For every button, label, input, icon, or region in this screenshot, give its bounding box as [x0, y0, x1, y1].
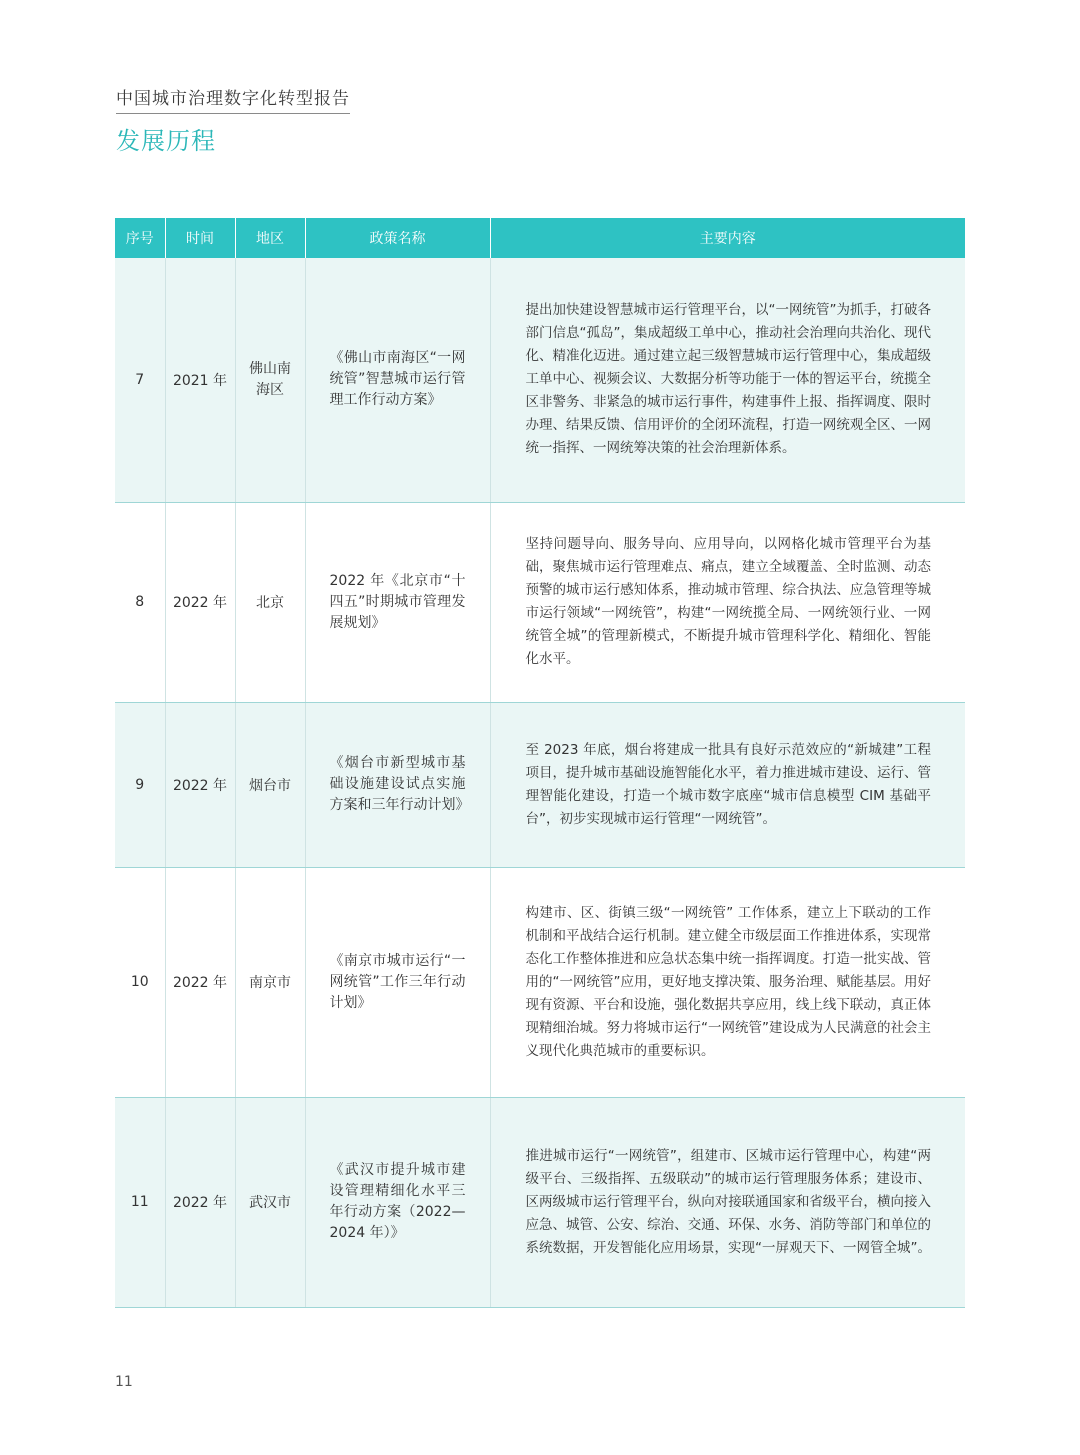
cell-content: 坚持问题导向、服务导向、应用导向，以网格化城市管理平台为基础，聚焦城市运行管理难点、痛点，建立全域覆盖、全时监测、动态预警的城市运行感知体系，推动城市管理、综合执法、应急管理等城市运行领域“一网统管”，构建“一网统揽全局、一网统领行业、一网统管全城”的管理新模式，不断提升城市管理科学化、精细化、智能化水平。	[490, 502, 965, 702]
cell-no: 8	[115, 502, 165, 702]
cell-time: 2022 年	[165, 1097, 235, 1307]
cell-region: 烟台市	[235, 702, 305, 867]
section-title: 发展历程	[116, 127, 216, 155]
table-row	[115, 502, 965, 702]
cell-policy: 《武汉市提升城市建设管理精细化水平三年行动方案（2022—2024 年）》	[305, 1097, 490, 1307]
cell-time: 2021 年	[165, 258, 235, 502]
table-row	[115, 258, 965, 502]
cell-no: 7	[115, 258, 165, 502]
cell-time: 2022 年	[165, 867, 235, 1097]
column-header-region: 地区	[235, 218, 305, 258]
cell-policy: 《佛山市南海区“一网统管”智慧城市运行管理工作行动方案》	[305, 258, 490, 502]
cell-policy: 《烟台市新型城市基础设施建设试点实施方案和三年行动计划》	[305, 702, 490, 867]
cell-no: 11	[115, 1097, 165, 1307]
cell-content: 构建市、区、街镇三级“一网统管” 工作体系，建立上下联动的工作机制和平战结合运行机制。建立健全市级层面工作推进体系，实现常态化工作整体推进和应急状态集中统一指挥调度。打造一批实战、管用的“一网统管”应用，更好地支撑决策、服务治理、赋能基层。用好现有资源、平台和设施，强化数据共享应用，线上线下联动，真正体现精细治城。努力将城市运行“一网统管”建设成为人民满意的社会主义现代化典范城市的重要标识。	[490, 867, 965, 1097]
cell-region: 南京市	[235, 867, 305, 1097]
cell-no: 10	[115, 867, 165, 1097]
cell-content: 推进城市运行“一网统管”，组建市、区城市运行管理中心，构建“两级平台、三级指挥、五级联动”的城市运行管理服务体系；建设市、区两级城市运行管理平台，纵向对接联通国家和省级平台，横向接入应急、城管、公安、综治、交通、环保、水务、消防等部门和单位的系统数据，开发智能化应用场景，实现“一屏观天下、一网管全城”。	[490, 1097, 965, 1307]
cell-region: 佛山南海区	[235, 258, 305, 502]
cell-policy: 2022 年《北京市“十四五”时期城市管理发展规划》	[305, 502, 490, 702]
column-header-policy: 政策名称	[305, 218, 490, 258]
cell-content: 至 2023 年底，烟台将建成一批具有良好示范效应的“新城建”工程项目，提升城市基础设施智能化水平，着力推进城市建设、运行、管理智能化建设，打造一个城市数字底座“城市信息模型 CIM 基础平台”，初步实现城市运行管理“一网统管”。	[490, 702, 965, 867]
cell-time: 2022 年	[165, 702, 235, 867]
table-row	[115, 867, 965, 1097]
cell-content: 提出加快建设智慧城市运行管理平台，以“一网统管”为抓手，打破各部门信息“孤岛”，集成超级工单中心，推动社会治理向共治化、现代化、精准化迈进。通过建立起三级智慧城市运行管理中心，集成超级工单中心、视频会议、大数据分析等功能于一体的智运平台，统揽全区非警务、非紧急的城市运行事件，构建事件上报、指挥调度、限时办理、结果反馈、信用评价的全闭环流程，打造一网统观全区、一网统一指挥、一网统筹决策的社会治理新体系。	[490, 258, 965, 502]
column-header-time: 时间	[165, 218, 235, 258]
table-header-row	[115, 218, 965, 258]
column-header-no: 序号	[115, 218, 165, 258]
page-number: 11	[115, 1374, 133, 1390]
title-divider	[116, 113, 350, 114]
cell-no: 9	[115, 702, 165, 867]
cell-time: 2022 年	[165, 502, 235, 702]
table-row	[115, 1097, 965, 1307]
column-header-content: 主要内容	[490, 218, 965, 258]
cell-policy: 《南京市城市运行“一网统管”工作三年行动计划》	[305, 867, 490, 1097]
table-row	[115, 702, 965, 867]
policy-table	[115, 218, 965, 1308]
report-title: 中国城市治理数字化转型报告	[116, 89, 350, 109]
cell-region: 武汉市	[235, 1097, 305, 1307]
cell-region: 北京	[235, 502, 305, 702]
